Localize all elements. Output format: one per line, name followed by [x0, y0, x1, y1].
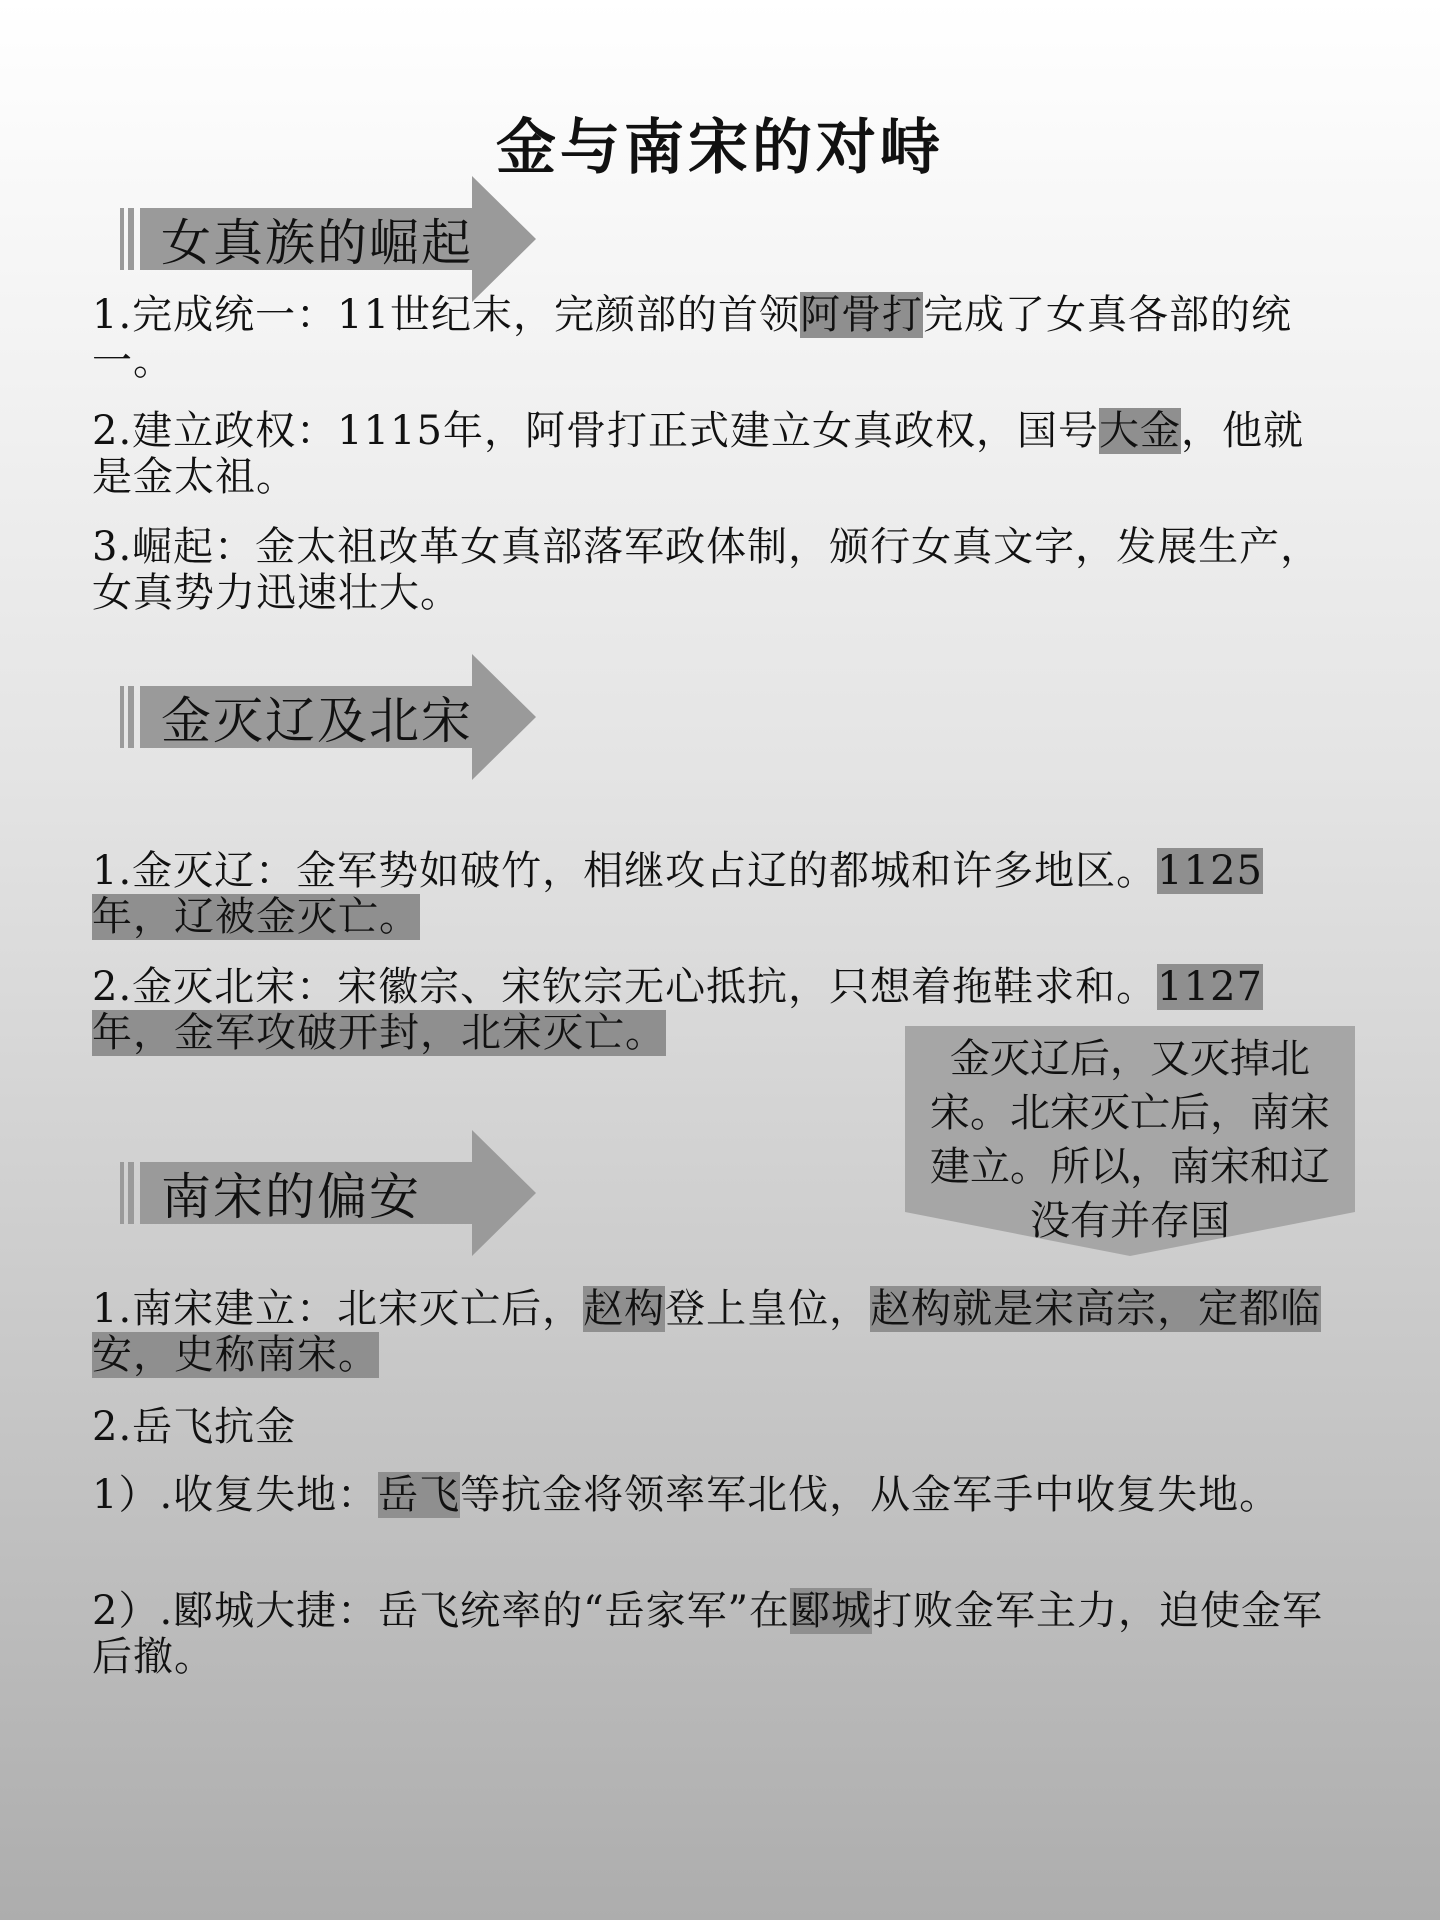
- text-segment: 完成了女真各部的统一。: [92, 292, 1293, 384]
- section-heading: 女真族的崛起: [161, 214, 473, 272]
- section-banner-fall: [116, 652, 546, 782]
- text-segment: 1.金灭辽：金军势如破竹，相继攻占辽的都城和许多地区。: [92, 848, 1158, 894]
- highlight-term: 大金: [1098, 408, 1181, 454]
- text-segment: 登上皇位，: [665, 1286, 871, 1332]
- section-banner-rise: [116, 174, 546, 304]
- paragraph-1-2: [92, 408, 1332, 500]
- text-segment: 2.建立政权：1115年，阿骨打正式建立女真政权，国号: [92, 408, 1099, 454]
- text-segment: ，他就是金太祖。: [92, 408, 1304, 500]
- section-banner-south: [116, 1128, 546, 1258]
- paragraph-1-3: [92, 524, 1332, 616]
- section-heading: 金灭辽及北宋: [161, 692, 473, 750]
- text-segment: 1.南宋建立：北宋灭亡后，: [92, 1286, 584, 1332]
- text-segment: 等抗金将领率军北伐，从金军手中收复失地。: [460, 1472, 1281, 1518]
- paragraph-1-1: [92, 292, 1332, 384]
- text-segment: 2）.郾城大捷：岳飞统率的“岳家军”在: [92, 1588, 791, 1634]
- highlight-term: 1127年，金军攻破开封，北宋灭亡。: [92, 964, 1263, 1056]
- page-title: 金与南宋的对峙: [496, 113, 944, 183]
- paragraph-3-1: [92, 1286, 1332, 1378]
- highlight-term: 赵构就是宋高宗，定都临安，史称南宋。: [92, 1286, 1322, 1378]
- text-segment: 1）.收复失地：: [92, 1472, 379, 1518]
- text-segment: 1.完成统一：11世纪末，完颜部的首领: [92, 292, 801, 338]
- section-heading: 南宋的偏安: [161, 1168, 421, 1226]
- callout-note: [905, 1026, 1355, 1256]
- paragraph-2-1: [92, 848, 1332, 940]
- text-segment: 打败金军主力，迫使金军后撤。: [92, 1588, 1324, 1680]
- highlight-term: 阿骨打: [800, 292, 924, 338]
- paragraph-3-3: [92, 1472, 1332, 1518]
- highlight-term: 岳飞: [378, 1472, 461, 1518]
- text-segment: 2.金灭北宋：宋徽宗、宋钦宗无心抵抗，只想着拖鞋求和。: [92, 964, 1158, 1010]
- text-segment: 3.崛起：金太祖改革女真部落军政体制，颁行女真文字，发展生产，女真势力迅速壮大。: [92, 524, 1322, 616]
- highlight-term: 郾城: [790, 1588, 873, 1634]
- text-segment: 2.岳飞抗金: [92, 1404, 297, 1450]
- highlight-term: 1125年，辽被金灭亡。: [92, 848, 1263, 940]
- callout-text: 金灭辽后，又灭掉北宋。北宋灭亡后，南宋建立。所以，南宋和辽没有并存国: [930, 1036, 1330, 1244]
- paragraph-3-2: [92, 1404, 1332, 1450]
- paragraph-3-4: [92, 1588, 1332, 1680]
- highlight-term: 赵构: [583, 1286, 666, 1332]
